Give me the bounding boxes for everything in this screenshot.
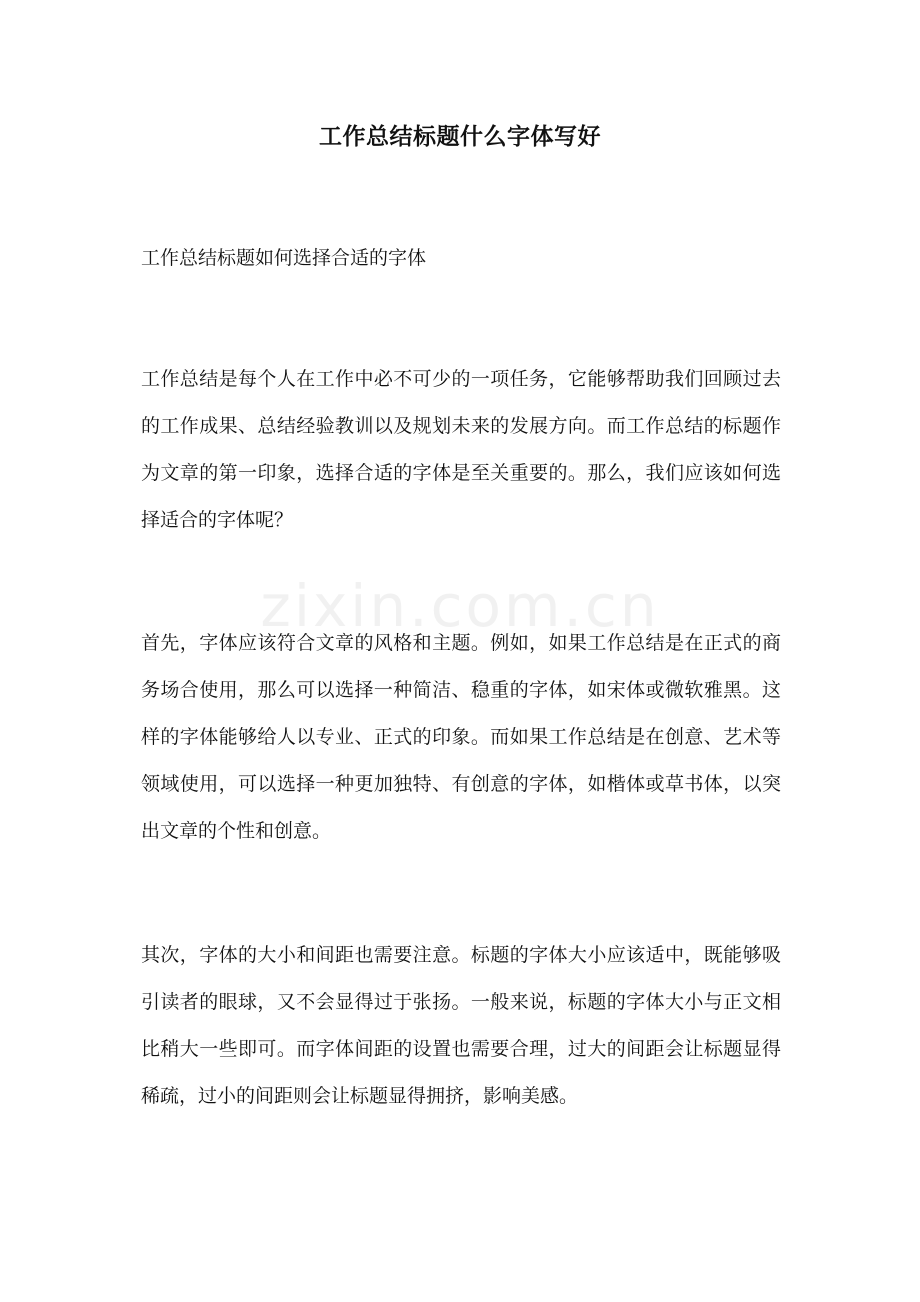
document-subtitle: 工作总结标题如何选择合适的字体 <box>141 247 427 269</box>
paragraph-2: 首先，字体应该符合文章的风格和主题。例如，如果工作总结是在正式的商务场合使用，那么可以选择一种简洁、稳重的字体，如宋体或微软雅黑。这样的字体能够给人以专业、正式的印象。而如果工作总结是在创意、艺术等领域使用，可以选择一种更加独特、有创意的字体，如楷体或草书体，以突出文章的个性和创意。 <box>141 632 781 842</box>
paragraph-3: 其次，字体的大小和间距也需要注意。标题的字体大小应该适中，既能够吸引读者的眼球，又不会显得过于张扬。一般来说，标题的字体大小与正文相比稍大一些即可。而字体间距的设置也需要合理，过大的间距会让标题显得稀疏，过小的间距则会让标题显得拥挤，影响美感。 <box>141 944 781 1107</box>
paragraph-1: 工作总结是每个人在工作中必不可少的一项任务，它能够帮助我们回顾过去的工作成果、总结经验教训以及规划未来的发展方向。而工作总结的标题作为文章的第一印象，选择合适的字体是至关重要的。那么，我们应该如何选择适合的字体呢？ <box>141 368 781 531</box>
watermark: zixin.com.cn <box>260 572 660 640</box>
document-title: 工作总结标题什么字体写好 <box>319 123 601 150</box>
